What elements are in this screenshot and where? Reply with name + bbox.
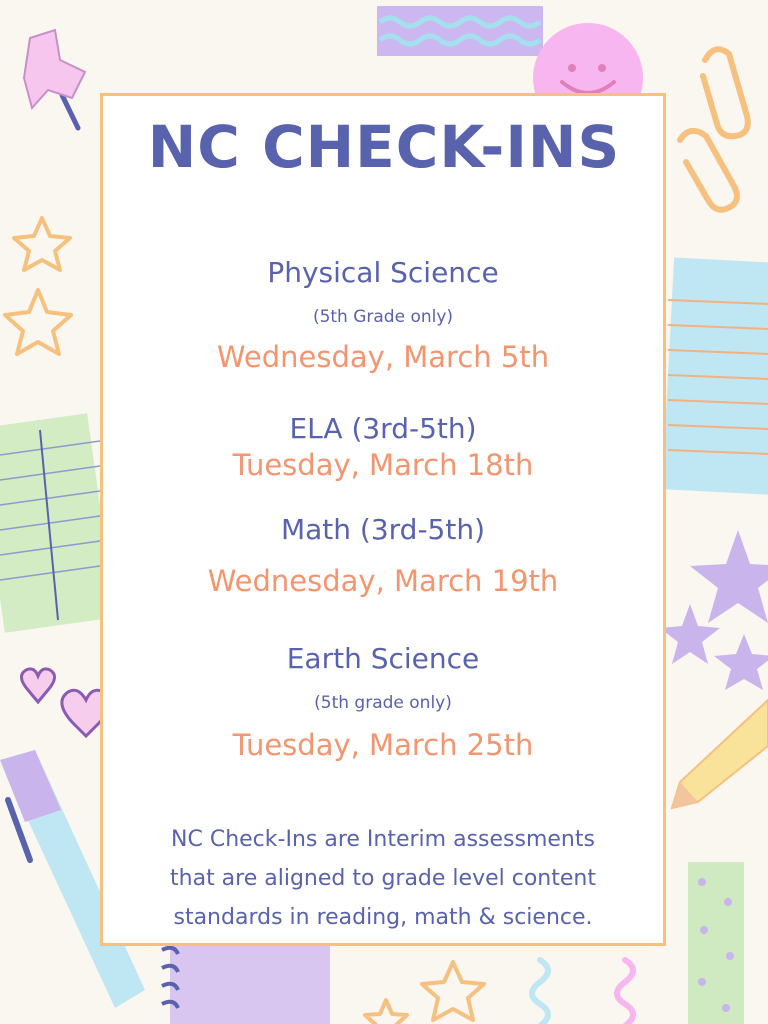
page-title: NC CHECK-INS [147,113,621,181]
push-pin-icon [24,30,85,128]
star-outline-icon [365,962,484,1024]
squiggle-icon [532,960,548,1024]
session-note: (5th Grade only) [312,307,454,327]
session-subject: Earth Science [286,642,480,675]
heart-icon [21,669,110,736]
session-subject: Physical Science [267,256,499,289]
star-outline-icon [5,218,71,354]
spiral-notebook-icon [162,940,330,1024]
session-date: Wednesday, March 5th [216,340,550,374]
session-subject: Math (3rd-5th) [280,513,486,546]
session-date: Tuesday, March 18th [232,448,534,482]
session-note: (5th grade only) [314,693,452,713]
star-icon [660,530,768,690]
footer-description [110,820,656,937]
footer-line: NC Check-Ins are Interim assessments [171,827,595,852]
note-paper-icon [662,257,768,494]
footer-line: that are aligned to grade level content [170,866,596,891]
squiggle-icon [617,960,633,1024]
washi-tape-icon [688,862,744,1024]
session-date: Tuesday, March 25th [232,728,534,762]
session-subject: ELA (3rd-5th) [289,412,477,445]
washi-tape-icon [377,6,543,56]
footer-line: standards in reading, math & science. [173,905,593,930]
pencil-icon [672,700,768,808]
note-paper-icon [0,413,116,633]
session-date: Wednesday, March 19th [207,564,559,598]
